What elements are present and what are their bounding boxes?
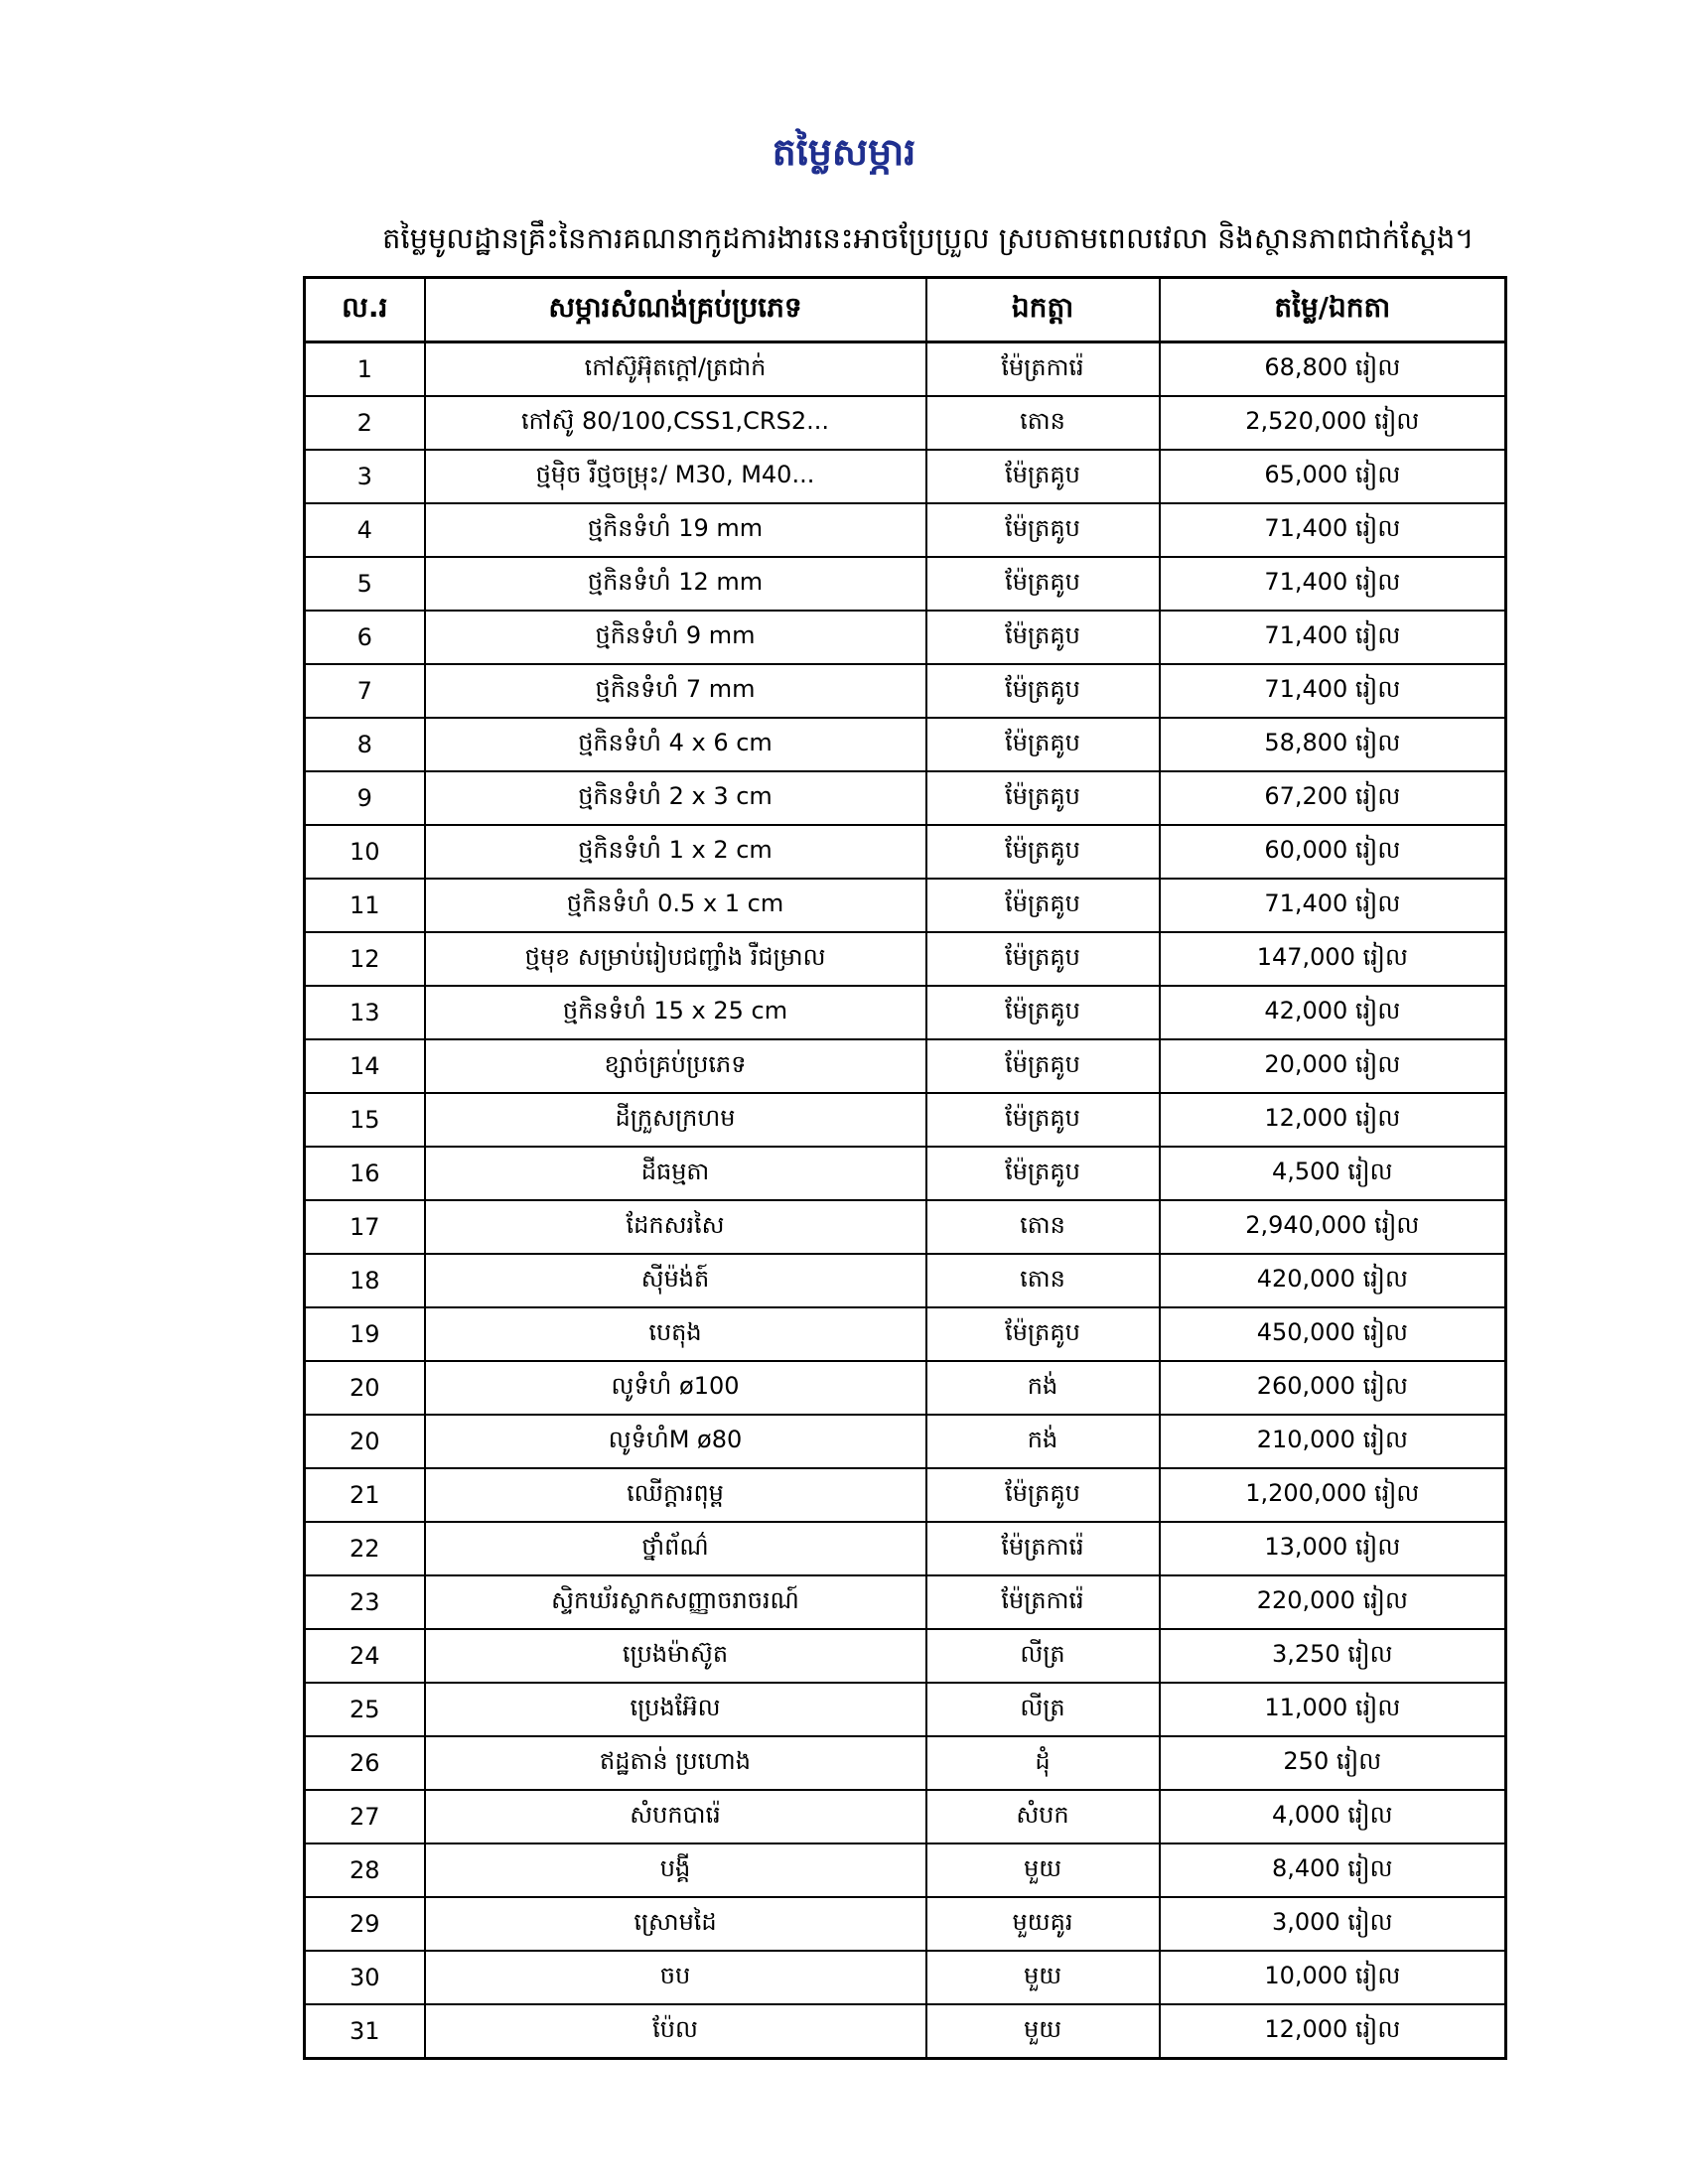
row-number-cell: 30 xyxy=(305,1951,425,2004)
unit-cell: ដុំ xyxy=(926,1736,1160,1790)
price-cell: 68,800 រៀល xyxy=(1160,342,1506,397)
material-cell: ថ្មកិនទំហំ 19 mm xyxy=(425,503,926,557)
material-cell: ថ្នាំព័ណ៌ xyxy=(425,1522,926,1575)
row-number-cell: 9 xyxy=(305,771,425,825)
price-cell: 71,400 រៀល xyxy=(1160,664,1506,718)
table-row xyxy=(305,1254,1506,1307)
price-cell: 1,200,000 រៀល xyxy=(1160,1468,1506,1522)
row-number-cell: 15 xyxy=(305,1093,425,1147)
price-cell: 71,400 រៀល xyxy=(1160,503,1506,557)
row-number-cell: 8 xyxy=(305,718,425,771)
table-row xyxy=(305,1575,1506,1629)
table-row xyxy=(305,503,1506,557)
row-number-cell: 5 xyxy=(305,557,425,611)
table-row xyxy=(305,879,1506,932)
table-row xyxy=(305,986,1506,1039)
price-cell: 71,400 រៀល xyxy=(1160,557,1506,611)
material-cell: ស៊ីម៉ង់ត៍ xyxy=(425,1254,926,1307)
unit-cell: មួយ xyxy=(926,1843,1160,1897)
table-row xyxy=(305,1039,1506,1093)
unit-cell: ម៉ែត្រគូប xyxy=(926,664,1160,718)
table-row xyxy=(305,1415,1506,1468)
material-cell: លូទំហំ ø100 xyxy=(425,1361,926,1415)
price-cell: 4,000 រៀល xyxy=(1160,1790,1506,1843)
table-row xyxy=(305,1897,1506,1951)
material-cell: ថ្មកិនទំហំ 15 x 25 cm xyxy=(425,986,926,1039)
table-row xyxy=(305,1736,1506,1790)
table-row xyxy=(305,450,1506,503)
material-cell: លូទំហំM ø80 xyxy=(425,1415,926,1468)
material-cell: ដីធម្មតា xyxy=(425,1147,926,1200)
material-cell: ប៉ែល xyxy=(425,2004,926,2059)
unit-cell: កង់ xyxy=(926,1415,1160,1468)
row-number-cell: 24 xyxy=(305,1629,425,1683)
material-cell: ដែកសរសៃ xyxy=(425,1200,926,1254)
material-cell: សំបកបារ៉េ xyxy=(425,1790,926,1843)
material-cell: ឥដ្ឋតាន់ ប្រហោង xyxy=(425,1736,926,1790)
material-cell: ស្រោមដៃ xyxy=(425,1897,926,1951)
table-row xyxy=(305,1522,1506,1575)
price-table xyxy=(303,276,1507,2060)
header-material: សម្ភារសំណង់គ្រប់ប្រភេទ xyxy=(425,278,926,342)
header-no: ល.រ xyxy=(305,278,425,342)
table-header xyxy=(305,278,1506,342)
unit-cell: សំបក xyxy=(926,1790,1160,1843)
price-cell: 71,400 រៀល xyxy=(1160,611,1506,664)
material-cell: ខ្សាច់គ្រប់ប្រភេទ xyxy=(425,1039,926,1093)
unit-cell: ម៉ែត្រគូប xyxy=(926,825,1160,879)
material-cell: បេតុង xyxy=(425,1307,926,1361)
table-row xyxy=(305,2004,1506,2059)
unit-cell: ម៉ែត្រការ៉េ xyxy=(926,1575,1160,1629)
price-cell: 60,000 រៀល xyxy=(1160,825,1506,879)
material-cell: ថ្មកិនទំហំ 7 mm xyxy=(425,664,926,718)
price-cell: 11,000 រៀល xyxy=(1160,1683,1506,1736)
header-unit: ឯកត្តា xyxy=(926,278,1160,342)
unit-cell: ម៉ែត្រគូប xyxy=(926,718,1160,771)
price-cell: 420,000 រៀល xyxy=(1160,1254,1506,1307)
unit-cell: ម៉ែត្រគូប xyxy=(926,503,1160,557)
price-cell: 8,400 រៀល xyxy=(1160,1843,1506,1897)
price-cell: 3,000 រៀល xyxy=(1160,1897,1506,1951)
material-cell: ចប xyxy=(425,1951,926,2004)
price-cell: 42,000 រៀល xyxy=(1160,986,1506,1039)
table-row xyxy=(305,1683,1506,1736)
unit-cell: មួយគូរ xyxy=(926,1897,1160,1951)
table-row xyxy=(305,1307,1506,1361)
table-row xyxy=(305,557,1506,611)
table-row xyxy=(305,664,1506,718)
table-row xyxy=(305,1629,1506,1683)
row-number-cell: 22 xyxy=(305,1522,425,1575)
table-row xyxy=(305,1361,1506,1415)
price-cell: 2,940,000 រៀល xyxy=(1160,1200,1506,1254)
row-number-cell: 31 xyxy=(305,2004,425,2059)
material-cell: ឈើក្តារពុម្ព xyxy=(425,1468,926,1522)
page-subtitle: តម្លៃមូលដ្ឋានគ្រឹះនៃការគណនាកូដការងារនេះអាចប្រែប្រួល ស្របតាមពេលវេលា និងស្ថានភាពជាក់ស្តែង។ xyxy=(382,221,1475,255)
price-cell: 12,000 រៀល xyxy=(1160,1093,1506,1147)
price-cell: 4,500 រៀល xyxy=(1160,1147,1506,1200)
unit-cell: កង់ xyxy=(926,1361,1160,1415)
unit-cell: ម៉ែត្រគូប xyxy=(926,1307,1160,1361)
row-number-cell: 13 xyxy=(305,986,425,1039)
material-cell: ថ្មម៉ិច រឺថ្មចម្រុះ/ M30, M40... xyxy=(425,450,926,503)
unit-cell: តោន xyxy=(926,1254,1160,1307)
price-cell: 450,000 រៀល xyxy=(1160,1307,1506,1361)
table-row xyxy=(305,1200,1506,1254)
unit-cell: ម៉ែត្រគូប xyxy=(926,1147,1160,1200)
unit-cell: មួយ xyxy=(926,1951,1160,2004)
material-cell: ថ្មកិនទំហំ 9 mm xyxy=(425,611,926,664)
row-number-cell: 26 xyxy=(305,1736,425,1790)
table-row xyxy=(305,825,1506,879)
price-cell: 220,000 រៀល xyxy=(1160,1575,1506,1629)
unit-cell: មួយ xyxy=(926,2004,1160,2059)
price-cell: 65,000 រៀល xyxy=(1160,450,1506,503)
table-row xyxy=(305,342,1506,397)
price-cell: 58,800 រៀល xyxy=(1160,718,1506,771)
table-row xyxy=(305,1093,1506,1147)
unit-cell: តោន xyxy=(926,396,1160,450)
row-number-cell: 18 xyxy=(305,1254,425,1307)
price-cell: 2,520,000 រៀល xyxy=(1160,396,1506,450)
price-cell: 10,000 រៀល xyxy=(1160,1951,1506,2004)
material-cell: ថ្មកិនទំហំ 2 x 3 cm xyxy=(425,771,926,825)
row-number-cell: 28 xyxy=(305,1843,425,1897)
row-number-cell: 19 xyxy=(305,1307,425,1361)
row-number-cell: 14 xyxy=(305,1039,425,1093)
unit-cell: ម៉ែត្រគូប xyxy=(926,611,1160,664)
row-number-cell: 1 xyxy=(305,342,425,397)
table-row xyxy=(305,932,1506,986)
unit-cell: ម៉ែត្រគូប xyxy=(926,771,1160,825)
row-number-cell: 25 xyxy=(305,1683,425,1736)
unit-cell: ម៉ែត្រគូប xyxy=(926,986,1160,1039)
row-number-cell: 3 xyxy=(305,450,425,503)
price-cell: 20,000 រៀល xyxy=(1160,1039,1506,1093)
unit-cell: ម៉ែត្រគូប xyxy=(926,932,1160,986)
unit-cell: ម៉ែត្រគូប xyxy=(926,1093,1160,1147)
row-number-cell: 20 xyxy=(305,1415,425,1468)
row-number-cell: 21 xyxy=(305,1468,425,1522)
row-number-cell: 11 xyxy=(305,879,425,932)
table-row xyxy=(305,1843,1506,1897)
row-number-cell: 4 xyxy=(305,503,425,557)
row-number-cell: 6 xyxy=(305,611,425,664)
table-row xyxy=(305,611,1506,664)
material-cell: ថ្មមុខ សម្រាប់រៀបជញ្ជាំង រឺជម្រាល xyxy=(425,932,926,986)
row-number-cell: 29 xyxy=(305,1897,425,1951)
material-cell: កៅស៊ូ 80/100,CSS1,CRS2... xyxy=(425,396,926,450)
material-cell: កៅស៊ូអ៊ុតក្តៅ/ត្រជាក់ xyxy=(425,342,926,397)
row-number-cell: 10 xyxy=(305,825,425,879)
material-cell: ថ្មកិនទំហំ 0.5 x 1 cm xyxy=(425,879,926,932)
unit-cell: ម៉ែត្រការ៉េ xyxy=(926,342,1160,397)
row-number-cell: 17 xyxy=(305,1200,425,1254)
row-number-cell: 20 xyxy=(305,1361,425,1415)
unit-cell: លីត្រ xyxy=(926,1683,1160,1736)
price-cell: 147,000 រៀល xyxy=(1160,932,1506,986)
unit-cell: លីត្រ xyxy=(926,1629,1160,1683)
material-cell: ថ្មកិនទំហំ 1 x 2 cm xyxy=(425,825,926,879)
price-cell: 12,000 រៀល xyxy=(1160,2004,1506,2059)
material-cell: ថ្មកិនទំហំ 4 x 6 cm xyxy=(425,718,926,771)
unit-cell: តោន xyxy=(926,1200,1160,1254)
price-cell: 3,250 រៀល xyxy=(1160,1629,1506,1683)
unit-cell: ម៉ែត្រគូប xyxy=(926,450,1160,503)
row-number-cell: 16 xyxy=(305,1147,425,1200)
price-cell: 210,000 រៀល xyxy=(1160,1415,1506,1468)
unit-cell: ម៉ែត្រគូប xyxy=(926,879,1160,932)
unit-cell: ម៉ែត្រគូប xyxy=(926,1468,1160,1522)
table-row xyxy=(305,1951,1506,2004)
row-number-cell: 27 xyxy=(305,1790,425,1843)
unit-cell: ម៉ែត្រគូប xyxy=(926,1039,1160,1093)
material-cell: ប្រេងអ៊ែល xyxy=(425,1683,926,1736)
price-cell: 13,000 រៀល xyxy=(1160,1522,1506,1575)
price-cell: 71,400 រៀល xyxy=(1160,879,1506,932)
material-cell: ស្ទិកឃ័រស្លាកសញ្ញាចរាចរណ៍ xyxy=(425,1575,926,1629)
material-cell: បង្គី xyxy=(425,1843,926,1897)
header-row xyxy=(305,278,1506,342)
table-row xyxy=(305,396,1506,450)
row-number-cell: 23 xyxy=(305,1575,425,1629)
material-cell: ថ្មកិនទំហំ 12 mm xyxy=(425,557,926,611)
price-cell: 67,200 រៀល xyxy=(1160,771,1506,825)
table-row xyxy=(305,771,1506,825)
unit-cell: ម៉ែត្រការ៉េ xyxy=(926,1522,1160,1575)
page-title: តម្លៃសម្ភារ xyxy=(772,130,916,174)
price-cell: 250 រៀល xyxy=(1160,1736,1506,1790)
table-body xyxy=(305,342,1506,2059)
row-number-cell: 2 xyxy=(305,396,425,450)
row-number-cell: 12 xyxy=(305,932,425,986)
unit-cell: ម៉ែត្រគូប xyxy=(926,557,1160,611)
table-row xyxy=(305,718,1506,771)
material-cell: ដីក្រួសក្រហម xyxy=(425,1093,926,1147)
header-price: តម្លៃ/ឯកតា xyxy=(1160,278,1506,342)
table-row xyxy=(305,1468,1506,1522)
price-cell: 260,000 រៀល xyxy=(1160,1361,1506,1415)
material-cell: ប្រេងម៉ាស៊ូត xyxy=(425,1629,926,1683)
row-number-cell: 7 xyxy=(305,664,425,718)
table-row xyxy=(305,1147,1506,1200)
table-row xyxy=(305,1790,1506,1843)
